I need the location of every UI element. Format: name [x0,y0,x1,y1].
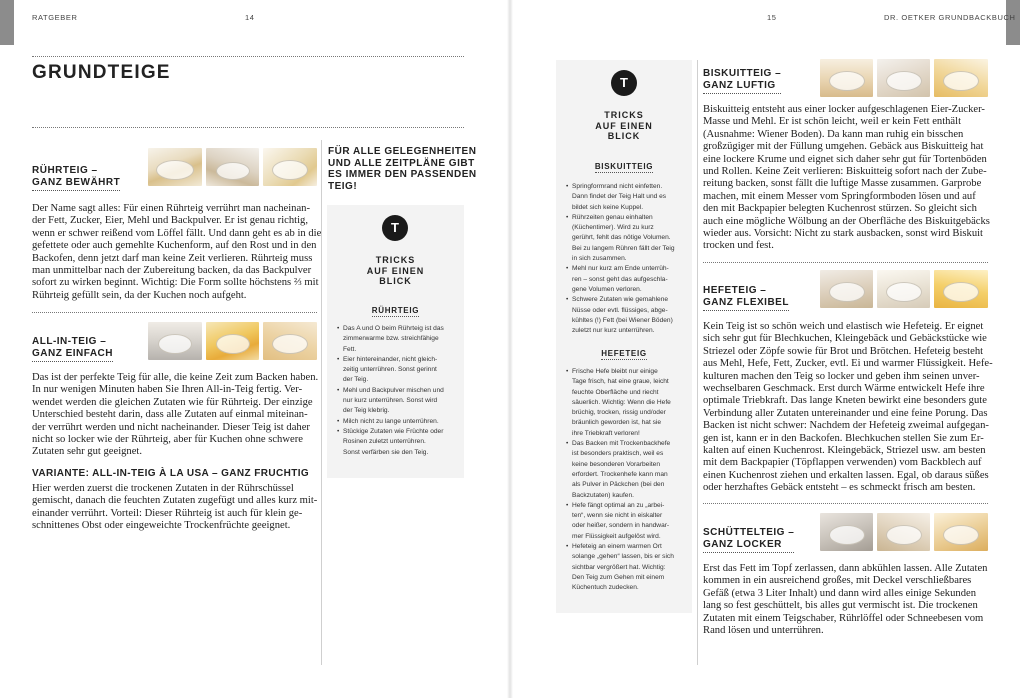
photo [877,270,930,308]
text-line: wendet werden die gleichen Zutaten wie für Rührteig. Der einzige [32,396,313,408]
text-line: mit dem Backpapier (Töpflappen verwenden) vom Backblech auf [703,457,982,469]
text-line: optimale Triebkraft. Das lange Kneten bewirkt eine besonders gute [703,395,987,407]
tips-line: • Mehl nur kurz am Ende unterrüh- [572,265,669,273]
tips-line: ihre Triebkraft verloren! [572,429,640,437]
text-line: nicht so locker wie der Rührteig, aber für Kuchen ohne schwere [32,434,303,446]
body-text-biskuit [703,104,990,253]
column-rule [697,60,698,665]
text-line: In nur wenigen Minuten haben Sie Ihren All-in-Teig fertig. Ver- [32,384,303,396]
tips-line: • Hefe fängt optimal an zu „arbei- [572,501,665,509]
tips-t-icon: T [611,70,637,96]
divider [703,503,988,504]
variante-head: VARIANTE: ALL-IN-TEIG À LA USA – GANZ FRUCHTIG [32,468,310,479]
tips-line: (Küchentimer). Wird zu kurz [572,224,654,232]
divider [703,262,988,263]
body-text-variante [32,483,317,533]
tips-subhead-label: RÜHRTEIG [371,306,420,315]
text-line: trocken und fest. [703,240,774,252]
tips-line: zimmerwarme bzw. streichfähige [343,335,439,343]
tips-subhead-label: BISKUITTEIG [594,162,654,171]
photo [820,59,873,97]
tips-line: • Stückige Zutaten wie Früchte oder [343,427,444,435]
section-head-hefe [703,285,789,311]
photo [206,148,259,186]
tips-line: sichtbar vergrößert hat. Wichtig: [572,563,666,571]
tips-line: Sonst verfärben sie den Teig. [343,448,429,456]
tips-line: in sich zusammen. [572,255,627,263]
tips-line: feuchte Oberfläche und riecht [572,388,659,396]
photo [263,322,317,360]
text-line: Hier werden zuerst die trockenen Zutaten in der Rührschüssel [32,483,294,494]
page-number-right: 15 [767,13,777,22]
tips-line: ren – sonst geht das aufgeschla- [572,275,668,283]
text-line: auch eine mögliche Wölbung an der Oberfläche des Biskuitgebäcks [703,215,990,227]
text-line: (Ausnahme: Wiener Boden). Da kann man ruhig ein bisschen [703,128,964,140]
tips-line: erfordert. Trockenhefe kann man [572,470,668,478]
tips-item [337,427,461,458]
text-line: Kein Teig ist so schön weich und elastisch wie Hefeteig. Er eignet [703,321,984,332]
text-line: machen, mit einem Messer vom Springformboden lösen und auf [703,190,976,202]
text-line: gefettete oder auch gemehlte Kuchenform, auf den Rost und in den [32,240,317,252]
text-line: Biskuitteig entsteht aus einer locker aufgeschlagenen Eier-Zucker- [703,104,985,115]
text-line: gen ist, kann er in den Backofen. Blechkuchen stellen Sie zum Er- [703,432,984,444]
divider [32,127,464,128]
page-edge-left [0,0,14,45]
text-line: einander verrührt. Vorteil: Dieser Rührteig ist auch für klein ge- [32,507,303,519]
section-head-schuettel [703,527,794,553]
divider [32,312,317,313]
text-line: und Rollen. Keine Zeit verlieren: Biskuitteig sofort nach der Zube- [703,166,987,178]
tips-line: Nüsse oder evtl. flüssiges, abge- [572,306,668,314]
page-number-left: 14 [245,13,255,22]
section-head-biskuit [703,68,781,94]
text-line: Rührteig gefüllt sein, da der Kuchen noch aufgeht. [32,289,247,301]
photo [934,513,988,551]
tips-line: Dann findet der Teig Halt und es [572,193,667,201]
tips-box-ruehrteig [327,205,464,478]
tips-line: brüchig, trocken, rissig und/oder [572,409,666,417]
body-text-allinteig [32,372,318,459]
text-line: großzügiger mit der Füllung umgehen. Gebäck aus Biskuitteig hat [703,141,984,153]
tips-box-biskuit-hefe [556,60,692,613]
section-head-line: GANZ BEWÄHRT [32,177,120,191]
tips-line: keine besonderen Vorarbeiten [572,460,660,468]
tips-line: Rosinen zuletzt unterrühren. [343,438,426,446]
text-line: der Fett, Zucker, Eier, Mehl und Backpulver. Er ist genau richtig, [32,215,308,227]
tips-title [327,255,464,287]
text-line: wieder aus. Vorsicht: Nicht zu stark ausbacken, sonst wird Biskuit [703,228,984,240]
body-text-ruehrteig [32,203,321,302]
tips-line: bräunlich geworden ist, hat sie [572,419,662,427]
tips-list [566,367,690,594]
photo [877,59,930,97]
callout-line: ES IMMER DEN PASSENDEN [328,169,477,180]
tips-item [566,182,690,213]
divider [32,56,464,57]
text-line: Das ist der perfekte Teig für alle, die keine Zeit zum Backen haben. [32,372,319,383]
section-head-line: GANZ FLEXIBEL [703,297,789,311]
page-title: GRUNDTEIGE [32,62,171,83]
section-head-ruehrteig [32,165,120,191]
tips-item [337,386,461,417]
text-line: kalten auf einen Kuchenrost. Kleingebäck, Striezel usw. am besten [703,445,986,457]
section-head-line: BISKUITTEIG – [703,68,782,79]
tips-line: säuerlich. Wichtig: Wenn die Hefe [572,398,671,406]
page-edge-right [1006,0,1020,45]
tips-item [566,439,690,501]
text-line: lang so fest geschüttelt, bis alles gut vermischt ist. Die trockenen [703,600,978,612]
text-line: aus Mehl, Hefe, Fett, Zucker, evtl. Ei und warmer Flüssigkeit. Hefe- [703,358,993,370]
text-line: oder herzhaftes Gebäck entsteht – es schmeckt frisch am besten. [703,482,976,494]
tips-line: • Springformrand nicht einfetten. [572,183,663,190]
tips-item [566,213,690,264]
tips-subhead [556,349,692,360]
body-text-hefe [703,321,993,495]
tips-line: • Frische Hefe bleibt nur einige [572,368,658,375]
tips-line: • Das Backen mit Trockenbackhefe [572,440,671,448]
tips-line: oder heißer, sondern in handwar- [572,522,670,530]
callout-line: FÜR ALLE GELEGENHEITEN [328,146,477,157]
section-head-allinteig [32,336,113,362]
tips-item [337,417,461,427]
tips-list [337,324,461,458]
tips-line: Backzutaten) kaufen. [572,491,634,499]
section-head-line: ALL-IN-TEIG – [32,336,107,347]
tips-title-line: AUF EINEN [366,265,425,276]
tips-line: • Schwere Zutaten wie gemahlene [572,296,669,304]
photo [148,322,202,360]
tips-subhead-label: HEFETEIG [601,349,647,358]
book-spine [507,0,513,698]
tips-item [337,355,461,386]
tips-line: Den Teig zum Gehen mit einem [572,573,665,581]
tips-line: der Teig. [343,376,369,384]
text-line: Zutaten mit einem Teigschaber, Rührlöffel oder Schneebesen vom [703,612,984,624]
text-line: Unterschied besteht darin, dass alle Zutaten auf einmal miteinan- [32,409,308,421]
tips-line: • Eier hintereinander, nicht gleich- [343,355,438,363]
tips-item [566,264,690,295]
tips-item [566,542,690,593]
text-line: sofort zu wirken beginnt. Wichtig: Die Form sollte höchstens ⅔ mit [32,277,319,289]
text-line: Erst das Fett im Topf zerlassen, dann abkühlen lassen. Alle Zutaten [703,563,988,574]
tips-title-line: TRICKS [375,255,416,265]
tips-line: ten“, wenn sie nicht in eiskalter [572,512,663,520]
text-line: kommen in ein ausreichend großes, mit Deckel verschließbares [703,575,972,587]
tips-line: • Das A und O beim Rührteig ist das [343,325,444,332]
tips-line: • Mehl und Backpulver mischen und [343,386,444,394]
text-line: schnittenes Obst oder eingeweichte Trockenfrüchte geeignet. [32,520,291,532]
text-line: Verbindung aller Zutaten untereinander und eine feine Porung. Das [703,407,988,419]
text-line: wenn er schwer reißend vom Löffel fällt. Und dann geht es ab in die [32,227,322,239]
body-text-schuettel [703,563,987,637]
tips-subhead [327,306,464,317]
callout-quote [328,146,477,192]
tips-line: • Rührzeiten genau einhalten [572,213,653,221]
tips-line: kühltes (!) Fett (bei Wiener Böden) [572,316,673,324]
section-head-line: SCHÜTTELTEIG – [703,527,795,538]
text-line: kulturen machen den Teig so locker und geben ihm seinen unver- [703,370,980,382]
tips-line: zeitig unterrühren. Sonst gerinnt [343,366,437,374]
photo [206,322,259,360]
tips-line: • Hefeteig an einem warmen Ort [572,543,662,551]
tips-item [566,501,690,542]
text-line: Striezel oder Zöpfe sowie für Brot und Brötchen. Hefeteig besteht [703,345,984,357]
tips-t-icon: T [382,215,408,241]
text-line: Rand lösen und unterrühren. [703,625,824,637]
tips-line: zuletzt nur kurz unterrühren. [572,327,655,335]
photo [820,270,873,308]
tips-list [566,182,690,336]
tips-title-line: BLICK [379,276,412,286]
section-head-line: RÜHRTEIG – [32,165,98,176]
tips-line: gene Volumen verloren. [572,285,642,293]
tips-line: Bei zu langem Rühren fällt der Teig [572,244,675,252]
text-line: einen Kuchenrost ziehen und erkalten lassen. Egal, ob daraus süßes [703,469,989,481]
tips-title-line: TRICKS [604,110,644,120]
text-line: Gefäß (etwa 3 Liter Inhalt) und dann wird alles einige Sekunden [703,587,976,599]
text-line: Backen ist nicht schwer: Nachdem der Hefeteig zweimal aufgegan- [703,420,989,432]
photo [934,270,988,308]
tips-line: Tage frisch, hat eine graue, leicht [572,378,669,386]
tips-item [566,295,690,336]
callout-line: TEIG! [328,180,358,192]
tips-line: ist besonders praktisch, weil es [572,450,664,458]
tips-line: mer Flüssigkeit aufgelöst wird. [572,532,661,540]
tips-line: solange „gehen“ lassen, bis er sich [572,553,674,561]
tips-line: • Milch nicht zu lange unterrühren. [343,417,439,425]
tips-line: Fett. [343,345,357,353]
section-head-line: GANZ LOCKER [703,539,794,553]
tips-line: gerührt, fehlt das nötige Volumen. [572,234,671,242]
tips-title-line: AUF EINEN [595,120,653,131]
tips-line: bildet sich keine Kuppel. [572,203,644,211]
text-line: eine lockere Krume und eignet sich daher sehr gut für Tortenböden [703,153,987,165]
section-head-line: GANZ EINFACH [32,348,113,362]
text-line: den mit Backpapier belegten Kuchenrost stürzen. So gleicht sich [703,203,977,215]
running-head-right: DR. OETKER GRUNDBACKBUCH [884,13,1016,22]
photo [820,513,873,551]
text-line: Backofen, denn jetzt darf man keine Zeit verlieren. Rührteig muss [32,252,313,264]
tips-line: nur kurz unterrühren. Sonst wird [343,397,438,405]
text-line: der verrührt werden und nicht nacheinander. Dieser Teig ist daher [32,421,310,433]
tips-title-line: BLICK [607,131,641,141]
tips-line: Küchentuch zudecken. [572,584,639,592]
photo [263,148,317,186]
tips-line: als Pulver in Päckchen (bei den [572,481,665,489]
section-head-line: GANZ LUFTIG [703,80,781,94]
section-head-line: HEFETEIG – [703,285,767,296]
text-line: gemischt, danach die feuchten Zutaten zugefügt und alles kurz mit- [32,495,318,507]
text-line: reitung backen, sonst fällt die luftige Masse zusammen. Garprobe [703,178,982,190]
text-line: sich sehr gut für Blechkuchen, Kleingebäck und Gebäckstücke wie [703,333,987,345]
photo [148,148,202,186]
tips-title [556,110,692,142]
tips-item [337,324,461,355]
text-line: Zutaten sehr gut geeignet. [32,446,143,458]
tips-item [566,367,690,439]
text-line: Der Name sagt alles: Für einen Rührteig verrührt man nacheinan- [32,203,310,214]
text-line: Masse und Mehl. Er ist schön leicht, weil er kein Fett enthält [703,116,962,128]
callout-line: UND ALLE ZEITPLÄNE GIBT [328,157,475,169]
running-head-left: RATGEBER [32,13,78,22]
photo [934,59,988,97]
text-line: wechselbaren Geschmack. Erst durch Wärme entwickelt Hefe ihre [703,383,985,395]
text-line: man unmittelbar nach der Zubereitung backen, da das Backpulver [32,265,312,277]
tips-subhead [556,162,692,173]
tips-line: der Teig klebrig. [343,407,390,415]
photo [877,513,930,551]
